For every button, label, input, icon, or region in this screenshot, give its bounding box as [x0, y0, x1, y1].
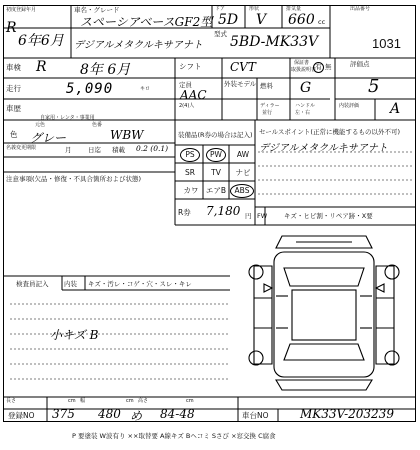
- equip-ps: PS: [185, 150, 195, 159]
- fw-text: キズ・ヒビ割・リペア跡・X要: [284, 212, 373, 220]
- car-diagram: [236, 228, 412, 393]
- equip-abs-circle: [230, 184, 254, 198]
- inspector-note: 小キズ B: [50, 328, 99, 342]
- inspection-label: 車検: [6, 63, 21, 72]
- model-label: 型式: [214, 30, 227, 38]
- equip-tv: TV: [211, 168, 221, 177]
- equip-sr: SR: [185, 168, 195, 177]
- exterior-label: 外装モデル: [224, 80, 257, 88]
- handle-label: ハンドル: [295, 103, 316, 109]
- chassis-value: MK33V-203239: [300, 407, 394, 421]
- grade-line: デジアルメタクルキサアナト: [74, 40, 203, 51]
- car-name: スペーシアベースGF2型: [80, 15, 213, 29]
- color-sub: 元色: [35, 122, 46, 128]
- chassis-label: 車台NO: [242, 411, 269, 420]
- equipment-title: 装備品(R券の場合は記入): [178, 131, 253, 139]
- day-label: 日迄: [88, 146, 101, 154]
- warranty-label: 保証書: [294, 60, 310, 66]
- sales-point-title: セールスポイント(正常に機能するもの以外不可): [259, 128, 400, 136]
- length-unit: cm: [68, 398, 76, 404]
- equip-abs: ABS: [234, 186, 250, 195]
- first-reg-era: R: [6, 20, 17, 36]
- reg-no-label: 登録NO: [8, 411, 35, 420]
- warranty-yes-circle: 有: [313, 62, 324, 73]
- height-value: 84-48: [160, 407, 195, 421]
- height-label: 高さ: [138, 398, 149, 404]
- fuel-value: G: [300, 80, 312, 96]
- shift-label: シフト: [179, 62, 202, 71]
- shape-label: 形状: [249, 6, 260, 12]
- dealer-label: ディラー: [260, 103, 280, 109]
- handle-sub: 左・右: [295, 110, 311, 116]
- r-ticket-value: 7,180: [206, 204, 241, 218]
- lot-label: 出品番号: [350, 6, 371, 12]
- mileage-value: 5,090: [66, 81, 114, 97]
- fuel-label: 燃料: [260, 82, 273, 90]
- capacity-value: 2(4)人: [179, 103, 195, 109]
- month-label: 月: [65, 146, 72, 154]
- load-label: 積載: [112, 146, 125, 154]
- inspector-label: 検査員記入: [16, 280, 49, 288]
- equip-airbag: エアB: [205, 186, 227, 195]
- equip-navi: ナビ: [235, 168, 251, 177]
- width-unit: cm: [126, 398, 134, 404]
- displacement-unit: cc: [318, 18, 326, 26]
- first-reg-value: 6年6月: [18, 33, 64, 49]
- displacement-label: 排気量: [286, 6, 302, 12]
- r-ticket-yen: 円: [245, 212, 252, 220]
- shape-value: V: [256, 12, 267, 28]
- warranty-no: 無: [325, 63, 332, 71]
- warranty-sub: 取扱説明書: [291, 67, 317, 73]
- length-label: 長さ: [6, 398, 17, 404]
- damage-legend: P 要塗装 W波有り ××取替要 A線キズ Bヘコミ Sさび ×窓交換 C腐食: [72, 432, 276, 440]
- width-label: 幅: [80, 398, 86, 404]
- score-label: 評価点: [350, 60, 370, 68]
- equip-leather: カワ: [183, 186, 199, 195]
- doors-label: ドア: [215, 6, 225, 12]
- capacity-label: 定員: [179, 81, 192, 89]
- notes-title: 注意事項(欠品・修復・不具合箇所および状態): [6, 175, 142, 183]
- length-value: 480: [98, 407, 121, 421]
- model-value: 5BD-MK33V: [230, 34, 319, 50]
- interior-score: A: [390, 101, 401, 117]
- interior-label: 内装: [64, 280, 77, 288]
- score-value: 5: [368, 76, 380, 97]
- lot-number: 1031: [372, 36, 401, 51]
- sales-point-text: デジアルメタクルキサアナト: [259, 143, 388, 154]
- equip-pw-circle: [206, 148, 226, 162]
- interior-score-label: 内装評価: [339, 103, 360, 109]
- width-value: め: [130, 409, 143, 423]
- shift-value: CVT: [230, 60, 256, 74]
- inspection-era: R: [36, 59, 47, 75]
- mileage-label: 走行: [6, 84, 21, 93]
- color-no-label: 色番: [92, 122, 103, 128]
- r-ticket-label: R券: [178, 208, 191, 217]
- fw-label: FW: [257, 212, 268, 220]
- equip-ps-circle: [180, 148, 200, 162]
- color-no: WBW: [110, 128, 144, 142]
- height-unit: cm: [186, 398, 194, 404]
- load-value: 0.2 (0.1): [136, 144, 169, 153]
- reg-no: 375: [52, 407, 75, 421]
- car-name-label: 車名・グレード: [74, 6, 120, 14]
- color-value: グレー: [30, 131, 67, 145]
- equip-pw: PW: [210, 150, 222, 159]
- color-label: 色: [10, 130, 18, 139]
- doors-value: 5D: [218, 12, 239, 28]
- dealer-sub: 並行: [262, 110, 273, 116]
- name-change-label: 名義変更期限: [6, 145, 37, 151]
- displacement-value: 660: [288, 12, 315, 28]
- inspection-value: 8年 6月: [80, 62, 131, 78]
- history-options: 自家用・レンタ・事業用: [40, 115, 95, 121]
- equip-aw: AW: [236, 150, 250, 159]
- mileage-unit: キロ: [140, 86, 151, 92]
- history-label: 車歴: [6, 104, 21, 113]
- interior-options: キズ・汚レ・コゲ・穴・スレ・キレ: [88, 280, 192, 288]
- ac-value: AAC: [180, 88, 207, 102]
- first-reg-label: 初度登録年月: [6, 7, 37, 13]
